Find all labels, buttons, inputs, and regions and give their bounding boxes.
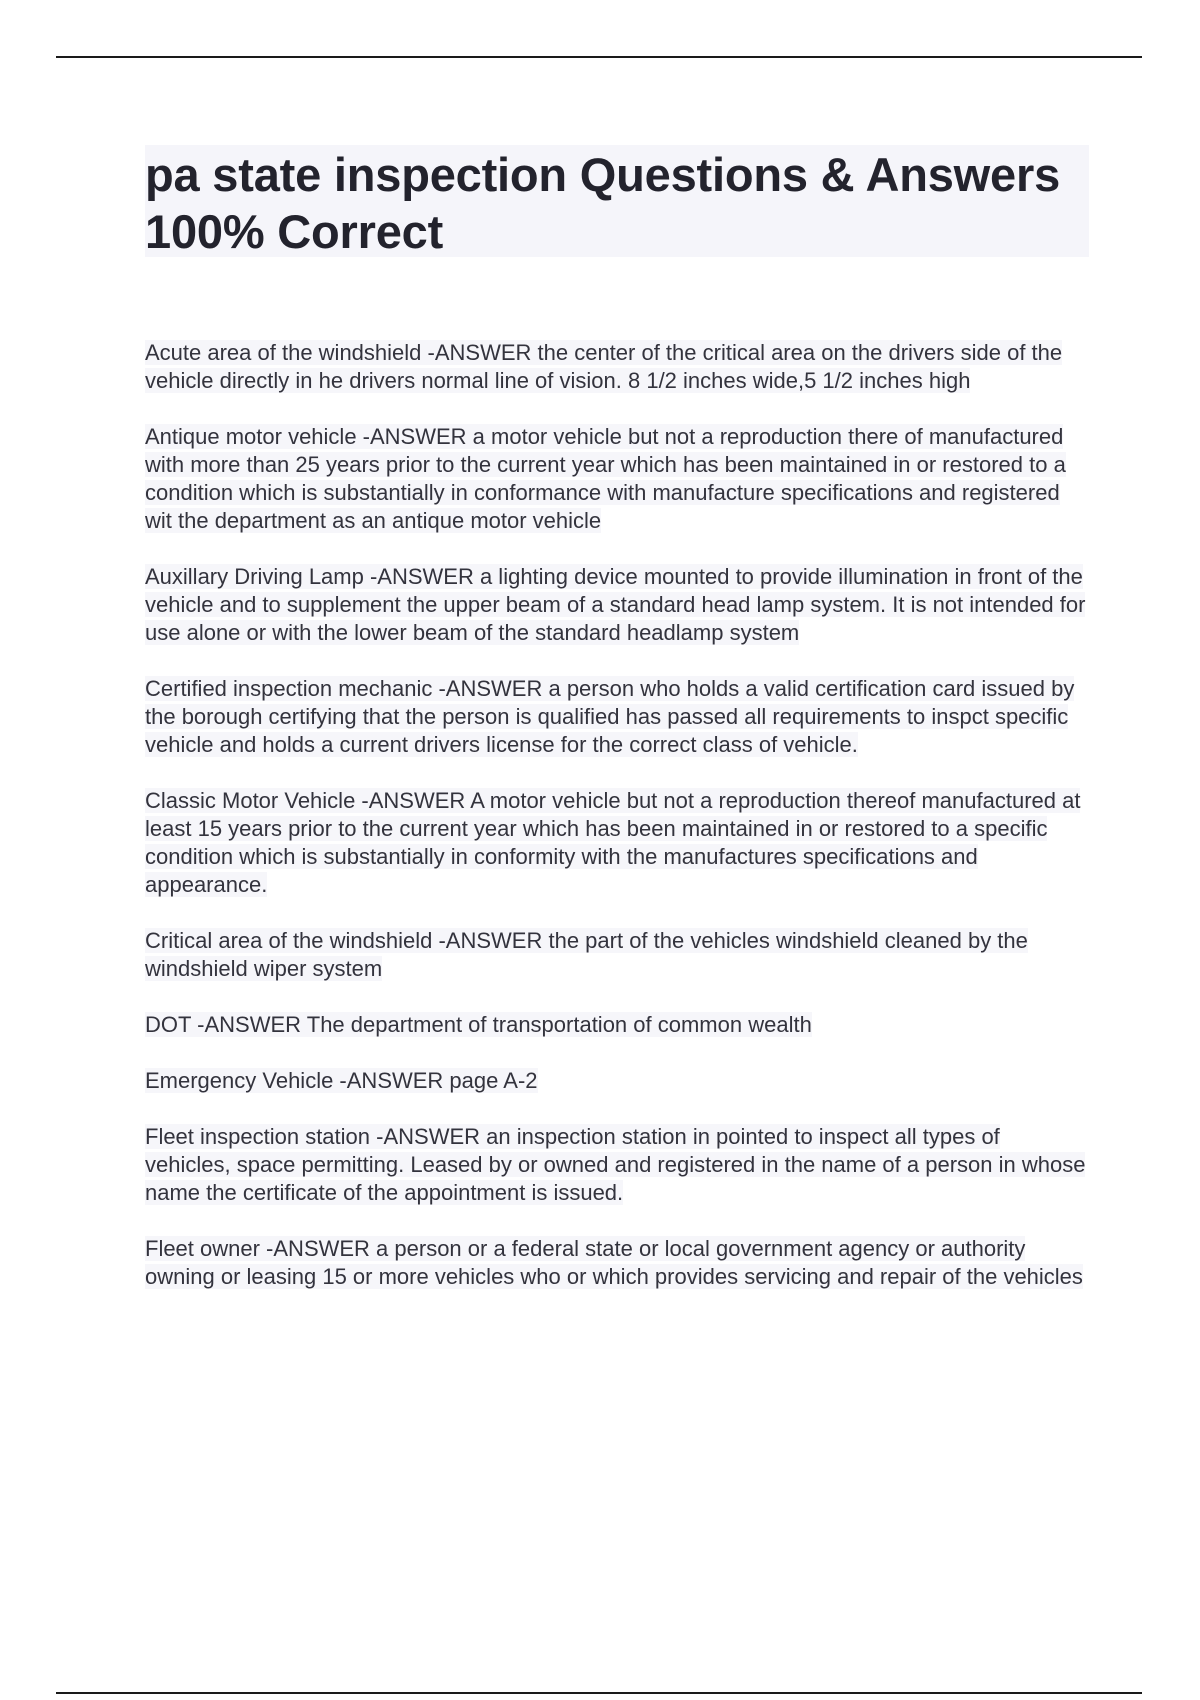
qa-entry-text: Acute area of the windshield -ANSWER the center of the critical area on the drivers side of the vehicle directly in he drivers normal line of vision. 8 1/2 inches wide,5 1/2 inches high <box>145 340 1063 393</box>
qa-entry <box>145 787 1089 899</box>
qa-entry-text: DOT -ANSWER The department of transportation of common wealth <box>145 1012 812 1037</box>
qa-entry-text: Fleet owner -ANSWER a person or a federal state or local government agency or authority owning or leasing 15 or more vehicles who or which provides servicing and repair of the vehicles <box>145 1236 1083 1289</box>
qa-entry-text: Classic Motor Vehicle -ANSWER A motor vehicle but not a reproduction thereof manufactured at least 15 years prior to the current year which has been maintained in or restored to a specific condition which is substantially in conformity with the manufactures specifications and appearance. <box>145 788 1081 897</box>
qa-entry-text: Certified inspection mechanic -ANSWER a person who holds a valid certification card issued by the borough certifying that the person is qualified has passed all requirements to inspct specific vehicle and holds a current drivers license for the correct class of vehicle. <box>145 676 1075 757</box>
qa-entry <box>145 1011 1089 1039</box>
qa-entry-text: Emergency Vehicle -ANSWER page A-2 <box>145 1068 538 1093</box>
qa-list <box>145 339 1089 1319</box>
qa-entry <box>145 563 1089 647</box>
qa-entry-text: Auxillary Driving Lamp -ANSWER a lighting device mounted to provide illumination in front of the vehicle and to supplement the upper beam of a standard head lamp system. It is not intended for use alone or with the lower beam of the standard headlamp system <box>145 564 1086 645</box>
qa-entry <box>145 1235 1089 1291</box>
header-rule <box>56 56 1142 58</box>
qa-entry-text: Fleet inspection station -ANSWER an inspection station in pointed to inspect all types of vehicles, space permitting. Leased by or owned and registered in the name of a person in whose name the certificate of the appointment is issued. <box>145 1124 1086 1205</box>
qa-entry <box>145 675 1089 759</box>
qa-entry <box>145 1123 1089 1207</box>
qa-entry-text: Critical area of the windshield -ANSWER the part of the vehicles windshield cleaned by the windshield wiper system <box>145 928 1028 981</box>
qa-entry <box>145 339 1089 395</box>
document-title: pa state inspection Questions & Answers 100% Correct <box>145 148 1061 258</box>
qa-entry <box>145 927 1089 983</box>
qa-entry <box>145 423 1089 535</box>
qa-entry-text: Antique motor vehicle -ANSWER a motor vehicle but not a reproduction there of manufactured with more than 25 years prior to the current year which has been maintained in or restored to a condition which is substantially in conformance with manufacture specifications and registered wit the department as an antique motor vehicle <box>145 424 1066 533</box>
footer-rule <box>56 1692 1142 1694</box>
qa-entry <box>145 1067 1089 1095</box>
